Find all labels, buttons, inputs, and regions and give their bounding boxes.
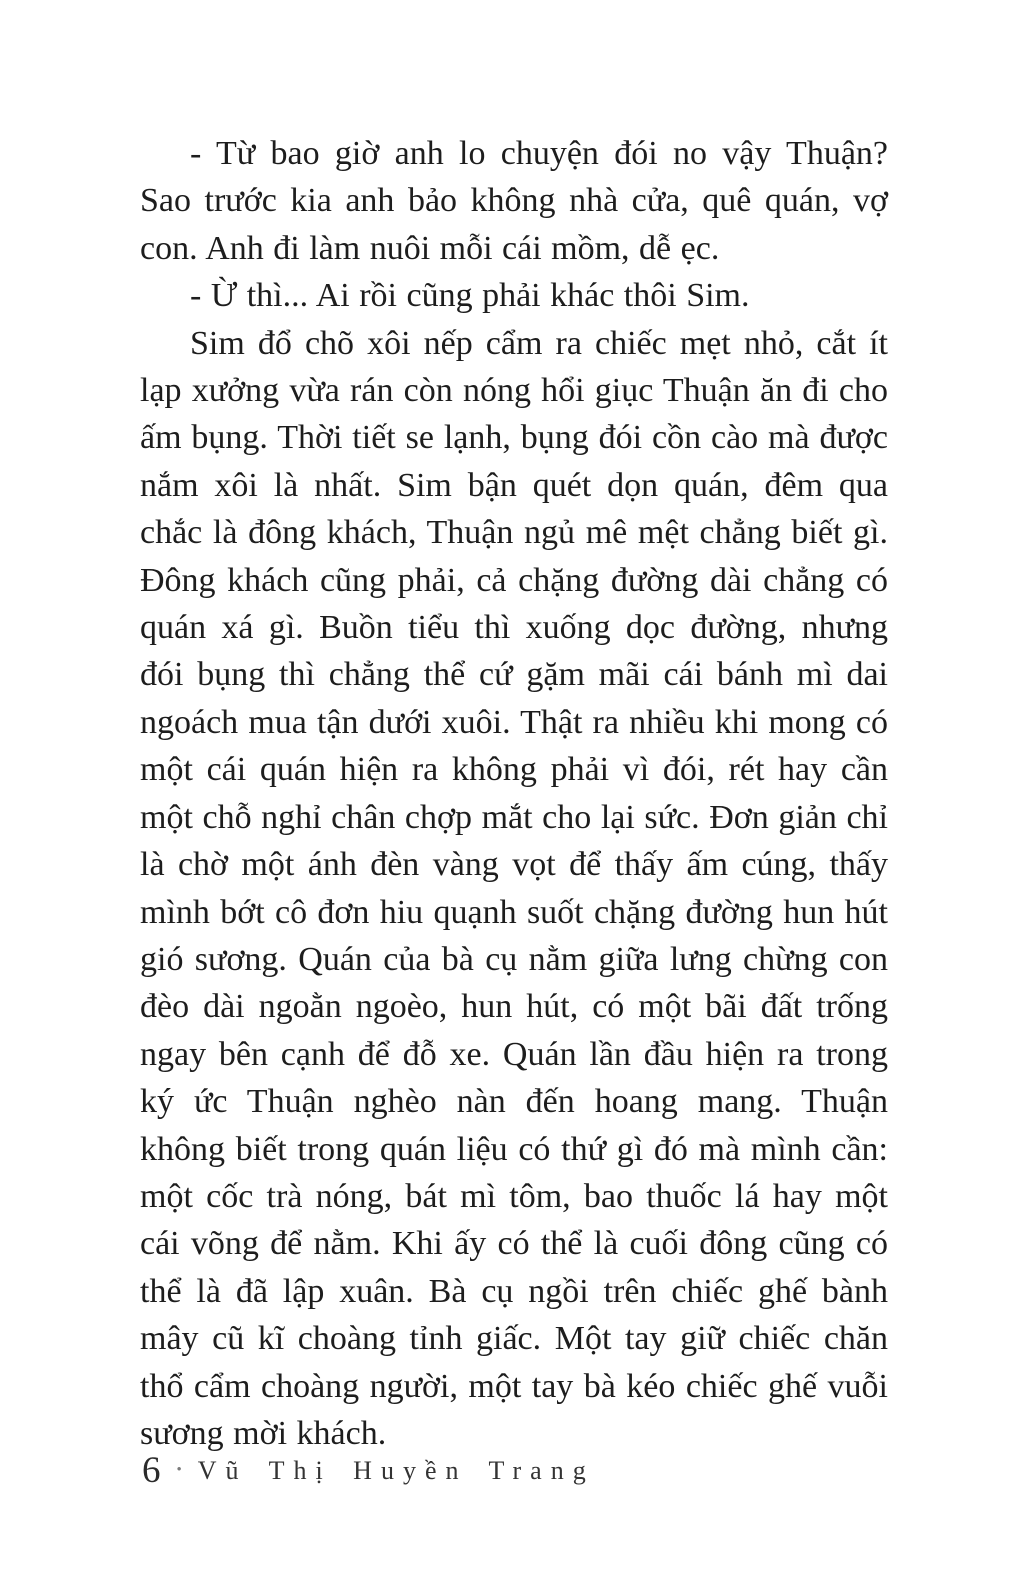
paragraph: - Ừ thì... Ai rồi cũng phải khác thôi Sim.	[190, 277, 750, 315]
text-body	[140, 130, 888, 1457]
footer-dot-separator: •	[176, 1462, 182, 1478]
paragraph: - Từ bao giờ anh lo chuyện đói no vậy Thuận? Sao trước kia anh bảo không nhà cửa, quê quán, vợ con. Anh đi làm nuôi mỗi cái mồm, dễ ẹc.	[140, 135, 888, 267]
author-name: Vũ Thị Huyền Trang	[197, 1455, 595, 1485]
paragraph: Sim đổ chõ xôi nếp cẩm ra chiếc mẹt nhỏ, cắt ít lạp xưởng vừa rán còn nóng hổi giục Thuận ăn đi cho ấm bụng. Thời tiết se lạnh, bụng đói cồn cào mà được nắm xôi là nhất. Sim bận quét dọn quán, đêm qua chắc là đông khách, Thuận ngủ mê mệt chẳng biết gì. Đông khách cũng phải, cả chặng đường dài chẳng có quán xá gì. Buồn tiểu thì xuống dọc đường, nhưng đói bụng thì chẳng thể cứ gặm mãi cái bánh mì dai ngoách mua tận dưới xuôi. Thật ra nhiều khi mong có một cái quán hiện ra không phải vì đói, rét hay cần một chỗ nghỉ chân chợp mắt cho lại sức. Đơn giản chỉ là chờ một ánh đèn vàng vọt để thấy ấm cúng, thấy mình bớt cô đơn hiu quạnh suốt chặng đường hun hút gió sương. Quán của bà cụ nằm giữa lưng chừng con đèo dài ngoằn ngoèo, hun hút, có một bãi đất trống ngay bên cạnh để đỗ xe. Quán lần đầu hiện ra trong ký ức Thuận nghèo nàn đến hoang mang. Thuận không biết trong quán liệu có thứ gì đó mà mình cần: một cốc trà nóng, bát mì tôm, bao thuốc lá hay một cái võng để nằm. Khi ấy có thể là cuối đông cũng có thể là đã lập xuân. Bà cụ ngồi trên chiếc ghế bành mây cũ kĩ choàng tỉnh giấc. Một tay giữ chiếc chăn thổ cẩm choàng người, một tay bà kéo chiếc ghế vuỗi sương mời khách.	[140, 324, 888, 1452]
page-number: 6	[142, 1450, 161, 1491]
page-footer	[142, 1452, 595, 1489]
